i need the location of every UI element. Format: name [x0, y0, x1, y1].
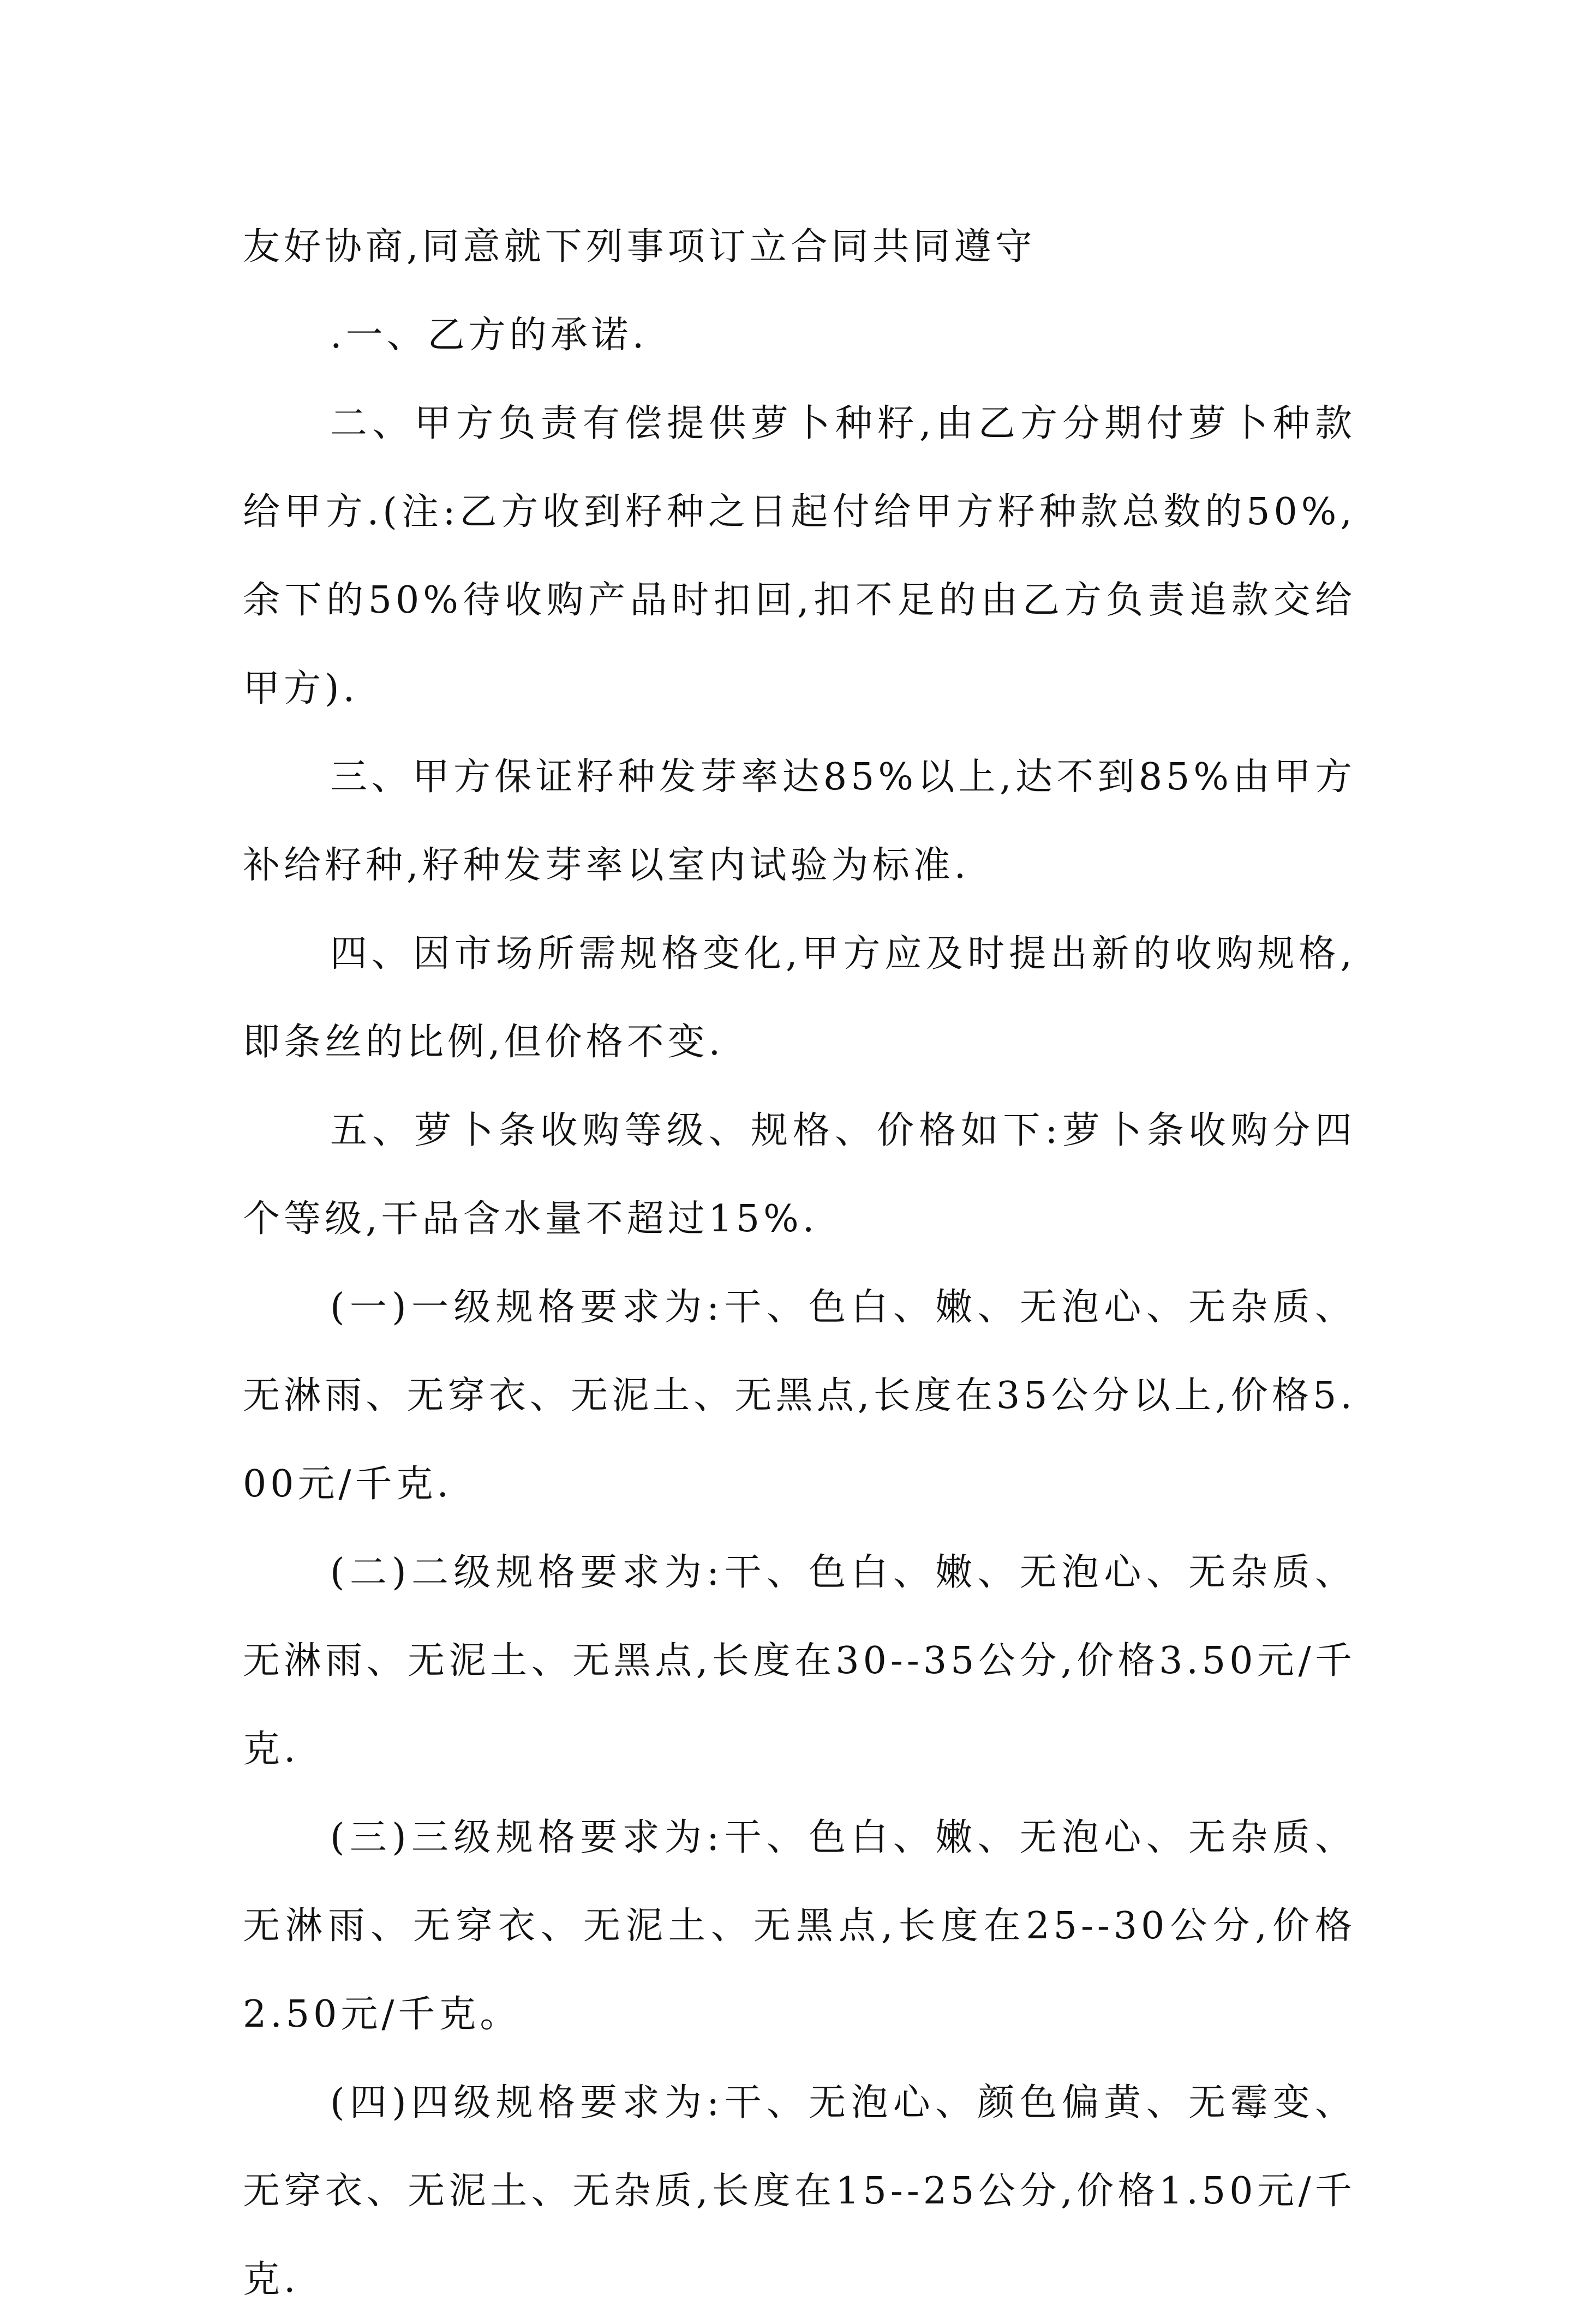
- paragraph-grade-1: (一)一级规格要求为:干、色白、嫩、无泡心、无杂质、无淋雨、无穿衣、无泥土、无黑点,长度在35公分以上,价格5.00元/千克.: [243, 1286, 1356, 1506]
- paragraph-grade-4: (四)四级规格要求为:干、无泡心、颜色偏黄、无霉变、无穿衣、无泥土、无杂质,长度在15--25公分,价格1.50元/千克.: [243, 2081, 1356, 2301]
- paragraph-grade-2: (二)二级规格要求为:干、色白、嫩、无泡心、无杂质、无淋雨、无泥土、无黑点,长度在30--35公分,价格3.50元/千克.: [243, 1551, 1356, 1771]
- paragraph-clause-2: 二、甲方负责有偿提供萝卜种籽,由乙方分期付萝卜种款给甲方.(注:乙方收到籽种之日起付给甲方籽种款总数的50%,余下的50%待收购产品时扣回,扣不足的由乙方负责追款交给甲方).: [243, 402, 1356, 710]
- paragraph-grade-3: (三)三级规格要求为:干、色白、嫩、无泡心、无杂质、无淋雨、无穿衣、无泥土、无黑点,长度在25--30公分,价格2.50元/千克。: [243, 1816, 1356, 2036]
- paragraph-intro: 友好协商,同意就下列事项订立合同共同遵守: [243, 225, 1036, 268]
- paragraph-clause-4: 四、因市场所需规格变化,甲方应及时提出新的收购规格,即条丝的比例,但价格不变.: [243, 932, 1356, 1064]
- document-body: [243, 203, 1356, 2324]
- paragraph-clause-3: 三、甲方保证籽种发芽率达85%以上,达不到85%由甲方补给籽种,籽种发芽率以室内试验为标准.: [243, 756, 1356, 887]
- paragraph-clause-5: 五、萝卜条收购等级、规格、价格如下:萝卜条收购分四个等级,干品含水量不超过15%.: [243, 1109, 1356, 1241]
- paragraph-clause-1: .一、乙方的承诺.: [330, 314, 648, 357]
